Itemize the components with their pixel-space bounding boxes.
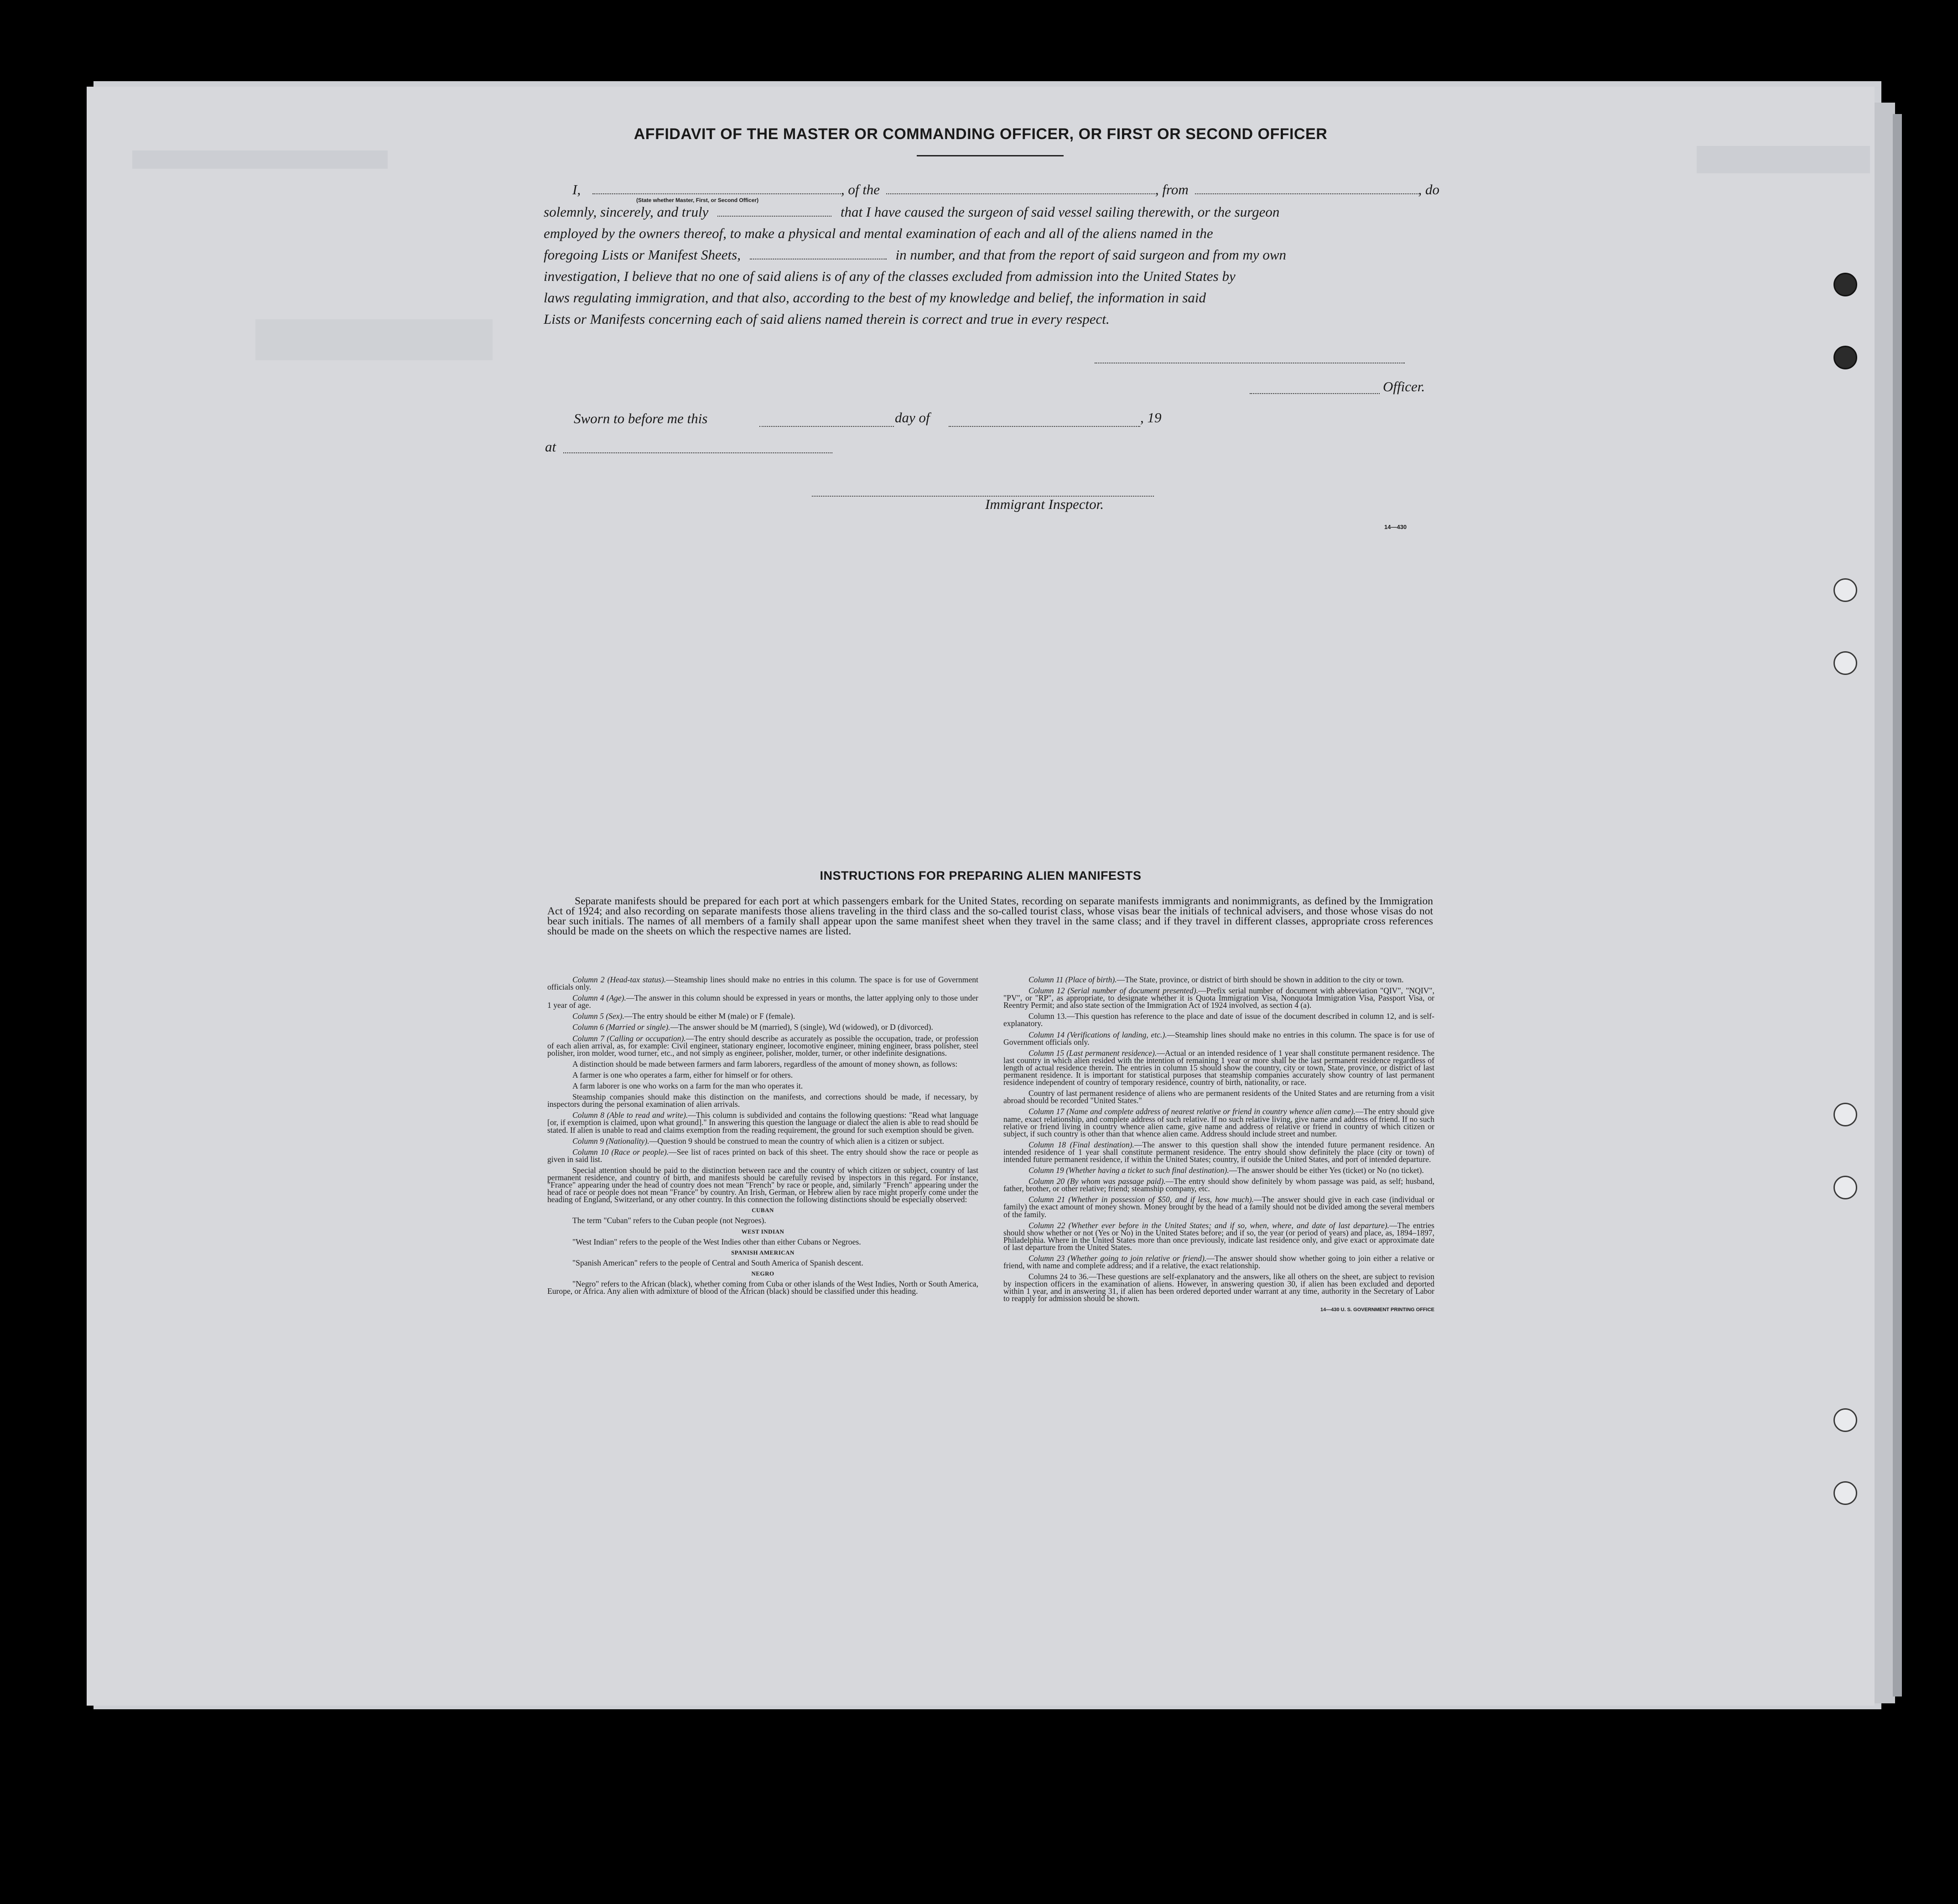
column-12-note: Column 12 (Serial number of document presented).—Prefix serial number of document with abbreviation "QIV", "NQIV", "PV", or "RP", as appropriate, to designate whether it is Quota Immigration Visa, Nonquota Immigration Visa, Passport Visa, or Reentry Permit; and also state section of the Immigration Act of 1924 involved, as section 4 (a).: [1003, 986, 1434, 1010]
page-edge-shadow: [1893, 114, 1902, 1696]
column-8-note: Column 8 (Able to read and write).—This column is subdivided and contains the following questions: "Read what language [or, if exemption is claimed, upon what ground]." In answering this question the language or dialect the alien is able to read should be stated. If alien is unable to read and claims exemption from the reading requirement, the ground for such exemption should be given.: [547, 1110, 978, 1135]
officer-label: Officer.: [1383, 379, 1425, 394]
column-17-note: Column 17 (Name and complete address of nearest relative or friend in country whence alien came).—The entry should give name, exact relationship, and complete address of such relative. If no such relative living, give name and address of friend. If no such relative or friend living in country whence alien came, give name and address of relative or friend in country of which citizen or subject, if such country is other than that whence alien came. Address should include street and number.: [1003, 1107, 1434, 1138]
column-5-note: Column 5 (Sex).—The entry should be either M (male) or F (female).: [572, 1012, 795, 1021]
punch-hole-icon: [1833, 651, 1857, 675]
farm-distinction: A distinction should be made between farmers and farm laborers, regardless of the amount of money shown, as follows:: [572, 1059, 958, 1069]
affidavit-line-3: employed by the owners thereof, to make a physical and mental examination of each and all of the aliens named in the: [544, 225, 1213, 241]
farm-laborer-definition: A farm laborer is one who works on a farm for the man who operates it.: [572, 1081, 803, 1091]
column-23-note: Column 23 (Whether going to join relative or friend).—The answer should show whether going to join either a relative or friend, with name and complete address; and if a relative, the exact relationship.: [1003, 1254, 1435, 1271]
inspector-label: Immigrant Inspector.: [985, 496, 1104, 512]
steamship-note: Steamship companies should make this distinction on the manifests, and corrections should be made, if necessary, by inspectors during the personal examination of alien arrivals.: [547, 1092, 978, 1109]
heading-west-indian: WEST INDIAN: [741, 1228, 784, 1235]
heading-negro: NEGRO: [751, 1270, 774, 1277]
column-15-note: Column 15 (Last permanent residence).—Actual or an intended residence of 1 year shall constitute permanent residence. The last country in which alien resided with the intention of remaining 1 year or more shall be the last permanent residence regardless of length of actual residence therein. The entries in column 15 should show the country, city or town, State, province, or district of last permanent residence. It is important for statistical purposes that steamship companies accurately show country of last permanent residence independent of country of temporary residence, country of birth, nationality, or race.: [1003, 1048, 1435, 1087]
oath-type-field[interactable]: [717, 215, 831, 217]
title-underline: [917, 155, 1064, 156]
at-label: at: [545, 439, 556, 455]
punch-hole-icon: [1833, 1481, 1857, 1505]
column-11-note: Column 11 (Place of birth).—The State, province, or district of birth should be shown in addition to the city or town.: [1028, 975, 1404, 984]
punch-hole-icon: [1833, 1176, 1857, 1199]
affidavit-from: , from: [1155, 182, 1189, 197]
sheet-count-field[interactable]: [750, 258, 887, 259]
affidavit-line-2: solemnly, sincerely, and truly that I have caused the surgeon of said vessel sailing therewith, or the surgeon: [544, 204, 1280, 220]
printing-office-footer: 14—430 U. S. GOVERNMENT PRINTING OFFICE: [1320, 1307, 1434, 1313]
column-2-note: Column 2 (Head-tax status).—Steamship lines should make no entries in this column. The space is for use of Government officials only.: [547, 975, 978, 992]
vessel-name-field[interactable]: [886, 192, 1155, 194]
sworn-place-field[interactable]: [563, 451, 832, 453]
punch-hole-icon: [1833, 578, 1857, 602]
departure-port-field[interactable]: [1195, 192, 1418, 194]
column-14-note: Column 14 (Verifications of landing, etc.).—Steamship lines should make no entries in this column. The space is for use of Government officials only.: [1003, 1030, 1434, 1047]
race-distinction: Special attention should be paid to the distinction between race and the country of which citizen or subject, country of last permanent residence, and country of birth, and manifests should be carefully revised by inspectors in this regard. For instance, "France" appearing under the head of country does not mean "French" by race or people, and, similarly "French" appearing under the head of race or people does not mean "France" by country. An Irish, German, or Hebrew alien by race might properly come under the heading of England, Switzerland, or any other country. In this connection the following distinctions should be especially observed:: [547, 1165, 978, 1204]
heading-cuban: CUBAN: [752, 1207, 774, 1214]
affidavit-title: AFFIDAVIT OF THE MASTER OR COMMANDING OFFICER, OR FIRST OR SECOND OFFICER: [634, 125, 1328, 143]
affidavit-line-1: [572, 182, 1439, 198]
column-15-residents-note: Country of last permanent residence of aliens who are permanent residents of the United States and are returning from a visit abroad should be recorded "United States.": [1003, 1089, 1434, 1105]
instructions-right-column: [1003, 976, 1434, 1313]
affidavit-line-5: investigation, I believe that no one of said aliens is of any of the classes excluded from admission into the United States by: [544, 268, 1236, 284]
affidavit-i: I,: [572, 182, 581, 197]
column-10-note: Column 10 (Race or people).—See list of races printed on back of this sheet. The entry should show the race or people as given in said list.: [547, 1147, 978, 1164]
sworn-day-field[interactable]: [759, 425, 894, 427]
column-9-note: Column 9 (Nationality).—Question 9 should be construed to mean the country of which alien is a citizen or subject.: [572, 1136, 945, 1146]
affidavit-line-7: Lists or Manifests concerning each of said aliens named therein is correct and true in every respect.: [544, 311, 1110, 327]
officer-title-field[interactable]: [1250, 392, 1380, 394]
sworn-label: Sworn to before me this: [574, 410, 708, 426]
sworn-month-field[interactable]: [949, 425, 1140, 427]
officer-signature-field[interactable]: [1095, 362, 1405, 363]
officer-rank-field[interactable]: [592, 192, 841, 194]
year-label: , 19: [1140, 410, 1162, 425]
columns-24-36-note: Columns 24 to 36.—These questions are self-explanatory and the answers, like all others on the sheet, are subject to revision by inspection officers in the examination of aliens. However, in answering question 30, if alien has been excluded and deported within 1 year, and in answering 31, if alien has been ordered deported under warrant at any time, authority in the Secretary of Labor to reapply for admission should be shown.: [1003, 1272, 1434, 1303]
affidavit-line-4: foregoing Lists or Manifest Sheets, in number, and that from the report of said surgeon and from my own: [544, 247, 1287, 263]
cuban-definition: The term "Cuban" refers to the Cuban people (not Negroes).: [572, 1216, 766, 1225]
column-20-note: Column 20 (By whom was passage paid).—The entry should show definitely by whom passage was paid, as self; husband, father, brother, or other relative; friend; steamship company, etc.: [1003, 1177, 1434, 1193]
affidavit-do: , do: [1418, 182, 1439, 197]
column-7-note: Column 7 (Calling or occupation).—The entry should describe as accurately as possible the occupation, trade, or profession of each alien arrival, as, for example: Civil engineer, stationary engineer, locomotive engineer, mining engineer, brass polisher, steel polisher, iron molder, wood turner, etc., and not simply as engineer, polisher, molder, turner, or other indefinite designations.: [547, 1033, 978, 1058]
bleed-through-left: [132, 150, 388, 169]
column-19-note: Column 19 (Whether having a ticket to such final destination).—The answer should be either Yes (ticket) or No (no ticket).: [1028, 1166, 1424, 1175]
instructions-title: INSTRUCTIONS FOR PREPARING ALIEN MANIFESTS: [820, 869, 1142, 882]
west-indian-definition: "West Indian" refers to the people of the West Indies other than either Cubans or Negroes.: [572, 1237, 861, 1246]
punch-hole-icon: [1833, 1103, 1857, 1126]
affidavit-line-6: laws regulating immigration, and that also, according to the best of my knowledge and belief, the information in said: [544, 290, 1206, 306]
punch-hole-icon: [1833, 273, 1857, 296]
officer-rank-note: (State whether Master, First, or Second Officer): [636, 197, 759, 203]
instructions-left-column: [547, 976, 978, 1298]
column-22-note: Column 22 (Whether ever before in the United States; and if so, when, where, and date of last departure).—The entries should show whether or not (Yes or No) in the United States before; and if so, the year (or period of years) and place, as, 1894–1897, Philadelphia. Where in the United States more than once previously, indicate last residence only, and give exact or approximate date of last departure from the United States.: [1003, 1220, 1434, 1252]
column-6-note: Column 6 (Married or single).—The answer should be M (married), S (single), Wd (widowed), or D (divorced).: [572, 1022, 933, 1032]
bleed-through-left-2: [255, 319, 493, 360]
farmer-definition: A farmer is one who operates a farm, either for himself or for others.: [572, 1070, 793, 1079]
column-4-note: Column 4 (Age).—The answer in this column should be expressed in years or months, the latter applying only to those under 1 year of age.: [547, 993, 978, 1010]
bleed-through-right: [1697, 146, 1870, 173]
affidavit-of-the: , of the: [841, 182, 880, 197]
column-21-note: Column 21 (Whether in possession of $50, and if less, how much).—The answer should give in each case (individual or family) the exact amount of money shown. Money brought by the head of a family should not be divided among the several members of the family.: [1003, 1195, 1434, 1219]
column-13-note: Column 13.—This question has reference to the place and date of issue of the document described in column 12, and is self-explanatory.: [1003, 1012, 1434, 1028]
heading-spanish-american: SPANISH AMERICAN: [731, 1249, 795, 1256]
spanish-american-definition: "Spanish American" refers to the people of Central and South America of Spanish descent.: [572, 1258, 863, 1267]
instructions-intro: Separate manifests should be prepared for each port at which passengers embark for the United States, recording on separate manifests immigrants and nonimmigrants, as defined by the Immigration Act of 1924; and also recording on separate manifests those aliens traveling in the third class and the so-called tourist class, whose visas bear the initials of technical advisers, and those whose visas do not bear such initials. The names of all members of a family shall appear upon the same manifest sheet when they travel in the same class; and if they travel in different classes, appropriate cross references should be made on the sheets on which the respective names are listed.: [547, 895, 1433, 937]
column-18-note: Column 18 (Final destination).—The answer to this question shall show the intended future permanent residence. An intended residence of 1 year shall constitute permanent residence. The entry should show definitely the place (city or town) of intended future permanent residence, if within the United States; country, if outside the United States, and port of intended departure.: [1003, 1140, 1435, 1164]
punch-hole-icon: [1833, 1408, 1857, 1432]
day-of-label: day of: [895, 410, 930, 425]
negro-definition: "Negro" refers to the African (black), whether coming from Cuba or other islands of the West Indies, North or South America, Europe, or Africa. Any alien with admixture of blood of the African (black) should be classified under this heading.: [547, 1279, 978, 1296]
form-number: 14—430: [1384, 524, 1407, 530]
punch-hole-icon: [1833, 346, 1857, 369]
